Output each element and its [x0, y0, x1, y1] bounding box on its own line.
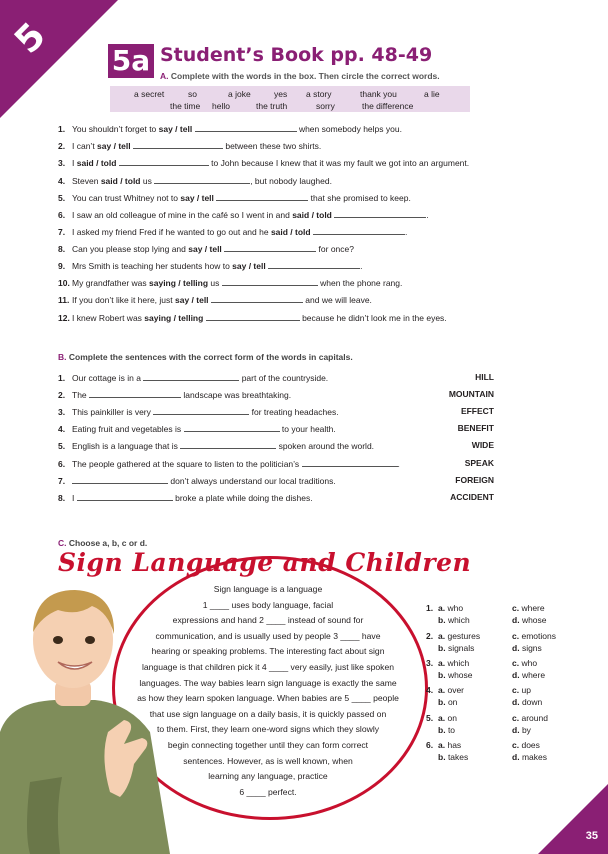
passage-line: sentences. However, as is well known, when: [183, 755, 353, 766]
answer-blank[interactable]: [195, 123, 297, 132]
option-c[interactable]: c. emotions: [512, 631, 556, 641]
passage-line: communication, and is usually used by people 3 ____ have: [155, 630, 381, 641]
answer-blank[interactable]: [302, 458, 398, 467]
item-text: part of the countryside.: [239, 373, 329, 383]
item-text: I saw an old colleague of mine in the café so I went in and: [72, 210, 293, 220]
exercise-a-item-10: [58, 277, 402, 288]
word-choice[interactable]: saying / telling: [149, 278, 209, 288]
item-text: You can trust Whitney not to: [72, 193, 181, 203]
item-number: 3.: [58, 407, 66, 417]
item-text: If you don’t like it here, just: [72, 295, 175, 305]
passage-line: 6 ____ perfect.: [239, 786, 297, 797]
unit-badge: 5a: [108, 44, 154, 78]
answer-blank[interactable]: [154, 175, 250, 184]
item-number: 8.: [58, 493, 66, 503]
word-box-item: the truth: [256, 101, 288, 111]
item-text: Our cottage is in a: [72, 373, 144, 383]
item-text: Mrs Smith is teaching her students how to: [72, 261, 233, 271]
item-text: I: [72, 158, 77, 168]
word-box-item: a joke: [228, 89, 251, 99]
unit-number: 5: [7, 15, 54, 62]
item-text: This painkiller is very: [72, 407, 154, 417]
item-number: 3.: [58, 158, 66, 168]
option-c[interactable]: c. does: [512, 740, 540, 750]
option-d[interactable]: d. where: [512, 670, 546, 680]
word-box: [110, 86, 470, 112]
capital-word: SPEAK: [464, 458, 494, 468]
exercise-a-instruction: [160, 71, 440, 81]
word-choice[interactable]: say / tell: [175, 295, 209, 305]
word-choice[interactable]: say / tell: [158, 124, 193, 134]
exercise-b-item-6: [58, 458, 400, 469]
item-text: I knew Robert was: [72, 313, 145, 323]
capital-word: BENEFIT: [457, 423, 494, 433]
answer-blank[interactable]: [206, 312, 300, 321]
option-a[interactable]: a. who: [438, 603, 464, 613]
word-box-item: hello: [212, 101, 230, 111]
option-d[interactable]: d. signs: [512, 643, 542, 653]
item-text: us: [140, 176, 155, 186]
item-text: for once?: [316, 244, 354, 254]
item-number: 8.: [58, 244, 66, 254]
word-choice[interactable]: said / told: [76, 158, 117, 168]
word-box-item: the difference: [362, 101, 414, 111]
answer-blank[interactable]: [153, 406, 249, 415]
answer-blank[interactable]: [268, 260, 363, 271]
page-corner: [538, 784, 608, 854]
item-text: .: [426, 210, 429, 220]
option-a[interactable]: a. has: [438, 740, 462, 750]
item-text: , but nobody laughed.: [250, 176, 332, 186]
exercise-c-letter: C.: [58, 538, 67, 548]
capital-word: MOUNTAIN: [448, 389, 494, 399]
exercise-b-letter: B.: [58, 352, 67, 362]
answer-blank[interactable]: [119, 157, 209, 166]
word-choice[interactable]: said / told: [292, 210, 332, 220]
item-text: .: [404, 227, 408, 237]
word-box-item: thank you: [360, 89, 397, 99]
option-c[interactable]: c. around: [512, 713, 548, 723]
item-number: 4.: [58, 176, 66, 186]
item-text: My grandfather was: [72, 278, 150, 288]
passage-line: learning any language, practice: [208, 771, 328, 782]
word-box-item: a lie: [424, 89, 440, 99]
word-box-item: so: [188, 89, 197, 99]
exercise-b-item-7: [58, 475, 336, 486]
item-text: .: [397, 459, 400, 469]
exercise-b-item-3: [58, 406, 339, 417]
option-num: 4.: [426, 685, 434, 695]
option-b[interactable]: b. whose: [438, 670, 473, 680]
reading-passage: [120, 582, 416, 800]
unit-corner-tab: [0, 0, 118, 118]
item-text: English is a language that is: [72, 441, 181, 451]
word-choice[interactable]: say / tell: [232, 261, 266, 271]
exercise-b-item-5: [58, 440, 374, 451]
option-c[interactable]: c. where: [512, 603, 545, 613]
passage-line: that use sign language on a daily basis, it is quickly passed on: [149, 708, 387, 719]
option-num: 5.: [426, 713, 434, 723]
option-b[interactable]: b. signals: [438, 643, 475, 653]
item-text: us: [208, 278, 222, 288]
answer-blank[interactable]: [72, 475, 168, 484]
item-number: 1.: [58, 373, 66, 383]
section-title: Student’s Book pp. 48-49: [160, 44, 433, 66]
exercise-a-letter: A.: [160, 71, 169, 81]
answer-blank[interactable]: [180, 440, 276, 449]
option-a[interactable]: a. gestures: [438, 631, 481, 641]
word-choice[interactable]: say / tell: [97, 141, 131, 151]
exercise-a-instruction-text: Complete with the words in the box. Then circle the correct words.: [170, 71, 440, 81]
exercise-b-item-8: [58, 492, 313, 503]
exercise-a-item-7: [58, 226, 407, 237]
item-text: don’t always understand our local traditions.: [168, 476, 336, 486]
exercise-a-item-11: [58, 294, 372, 305]
word-box-item: a secret: [134, 89, 165, 99]
passage-line: begin connecting together until they can form correct: [167, 739, 369, 750]
reading-title: Sign Language and Children: [58, 548, 472, 577]
option-d[interactable]: d. by: [512, 725, 531, 735]
item-text: broke a plate while doing the dishes.: [172, 493, 313, 503]
item-number: 5.: [58, 441, 66, 451]
passage-line: 1 ____ uses body language, facial: [202, 599, 334, 610]
word-choice[interactable]: say / tell: [188, 244, 222, 254]
passage-line: hearing or speaking problems. The interesting fact about sign: [151, 646, 385, 657]
item-text: that she promised to keep.: [308, 193, 411, 203]
exercise-c-instruction-text: Choose a, b, c or d.: [68, 538, 148, 548]
word-box-item: yes: [274, 89, 288, 99]
item-text: when the phone rang.: [317, 278, 403, 288]
item-text: for treating headaches.: [249, 407, 339, 417]
word-choice[interactable]: saying / telling: [144, 313, 204, 323]
word-choice[interactable]: say / tell: [180, 193, 214, 203]
capital-word: WIDE: [471, 440, 494, 450]
passage-line: as how they learn spoken language. When babies are 5 ____ people: [137, 693, 399, 704]
item-number: 11.: [58, 295, 70, 305]
item-number: 10.: [58, 278, 70, 288]
item-text: I can’t: [72, 141, 98, 151]
exercise-a-item-5: [58, 192, 411, 203]
exercise-a-item-1: [58, 123, 402, 134]
item-text: and we will leave.: [302, 295, 372, 305]
item-text: between these two shirts.: [222, 141, 322, 151]
item-text: because he didn’t look me in the eyes.: [299, 313, 447, 323]
answer-blank[interactable]: [216, 192, 308, 201]
option-a[interactable]: a. on: [438, 713, 457, 723]
exercise-a-item-9: [58, 260, 362, 271]
exercise-a-item-8: [58, 243, 354, 254]
option-num: 1.: [426, 603, 434, 613]
item-text: to John because I knew that it was my fault we got into an argument.: [208, 158, 470, 168]
passage-line: language is that children pick it 4 ____ very easily, just like spoken: [141, 661, 395, 672]
item-number: 2.: [58, 141, 66, 151]
answer-blank[interactable]: [211, 294, 303, 303]
page-number: 35: [585, 830, 598, 842]
item-text: I: [72, 493, 77, 503]
item-number: 6.: [58, 210, 66, 220]
item-text: to your health.: [279, 424, 336, 434]
word-box-item: sorry: [316, 101, 335, 111]
exercise-b-item-4: [58, 423, 336, 434]
answer-blank[interactable]: [313, 226, 408, 237]
answer-blank[interactable]: [77, 492, 173, 501]
word-choice[interactable]: said / told: [100, 176, 141, 186]
item-text: Eating fruit and vegetables is: [72, 424, 184, 434]
capital-word: HILL: [475, 372, 494, 382]
capital-word: FOREIGN: [455, 475, 494, 485]
capital-word: EFFECT: [460, 406, 494, 416]
exercise-a-item-6: [58, 209, 429, 220]
answer-blank[interactable]: [222, 277, 318, 286]
exercise-a-item-4: [58, 175, 332, 186]
exercise-b-instruction-text: Complete the sentences with the correct form of the words in capitals.: [68, 352, 353, 362]
option-b[interactable]: b. which: [438, 615, 470, 625]
item-text: when somebody helps you.: [296, 124, 402, 134]
option-c[interactable]: c. who: [512, 658, 538, 668]
answer-blank[interactable]: [133, 140, 223, 149]
option-d[interactable]: d. whose: [512, 615, 547, 625]
exercise-a-item-12: [58, 312, 447, 323]
answer-blank[interactable]: [89, 389, 181, 398]
option-b[interactable]: b. on: [438, 697, 458, 707]
exercise-b-instruction: [58, 352, 353, 362]
item-text: The people gathered at the square to listen to the politician’s: [72, 459, 302, 469]
option-num: 2.: [426, 631, 434, 641]
item-text: You shouldn’t forget to: [72, 124, 159, 134]
item-number: 7.: [58, 227, 66, 237]
item-number: 7.: [58, 476, 66, 486]
option-a[interactable]: a. over: [438, 685, 465, 695]
item-text: Steven: [72, 176, 101, 186]
option-b[interactable]: b. takes: [438, 752, 469, 762]
item-text: The: [72, 390, 90, 400]
exercise-a-item-3: [58, 157, 469, 168]
item-number: 9.: [58, 261, 66, 271]
capital-word: ACCIDENT: [450, 492, 494, 502]
word-box-item: the time: [170, 101, 201, 111]
item-number: 2.: [58, 390, 66, 400]
exercise-b-item-2: [58, 389, 291, 400]
word-box-item: a story: [306, 89, 332, 99]
exercise-b-item-1: [58, 372, 328, 383]
passage-line: to them. First, they learn one-word signs which they slowly: [156, 724, 380, 735]
item-number: 1.: [58, 124, 66, 134]
item-text: spoken around the world.: [276, 441, 375, 451]
item-text: .: [360, 261, 363, 271]
passage-line: Sign language is a language: [213, 584, 323, 594]
answer-blank[interactable]: [334, 209, 429, 220]
item-text: Can you please stop lying and: [72, 244, 189, 254]
word-choice[interactable]: said / told: [270, 227, 311, 237]
passage-line: languages. The way babies learn sign language is exactly the same: [139, 677, 397, 688]
answer-blank[interactable]: [184, 423, 280, 432]
option-num: 3.: [426, 658, 434, 668]
answer-blank[interactable]: [224, 243, 316, 252]
option-num: 6.: [426, 740, 434, 750]
option-b[interactable]: b. to: [438, 725, 456, 735]
option-d[interactable]: d. down: [512, 697, 543, 707]
option-d[interactable]: d. makes: [512, 752, 547, 762]
item-number: 5.: [58, 193, 66, 203]
option-c[interactable]: c. up: [512, 685, 531, 695]
option-a[interactable]: a. which: [438, 658, 470, 668]
item-number: 12.: [58, 313, 70, 323]
exercise-a-item-2: [58, 140, 321, 151]
passage-line: expressions and hand 2 ____ instead of sound for: [172, 615, 364, 626]
item-text: landscape was breathtaking.: [181, 390, 292, 400]
item-number: 6.: [58, 459, 66, 469]
exercise-c-instruction: [58, 538, 147, 548]
item-text: I asked my friend Fred if he wanted to go out and he: [72, 227, 271, 237]
answer-blank[interactable]: [143, 372, 239, 381]
item-number: 4.: [58, 424, 66, 434]
